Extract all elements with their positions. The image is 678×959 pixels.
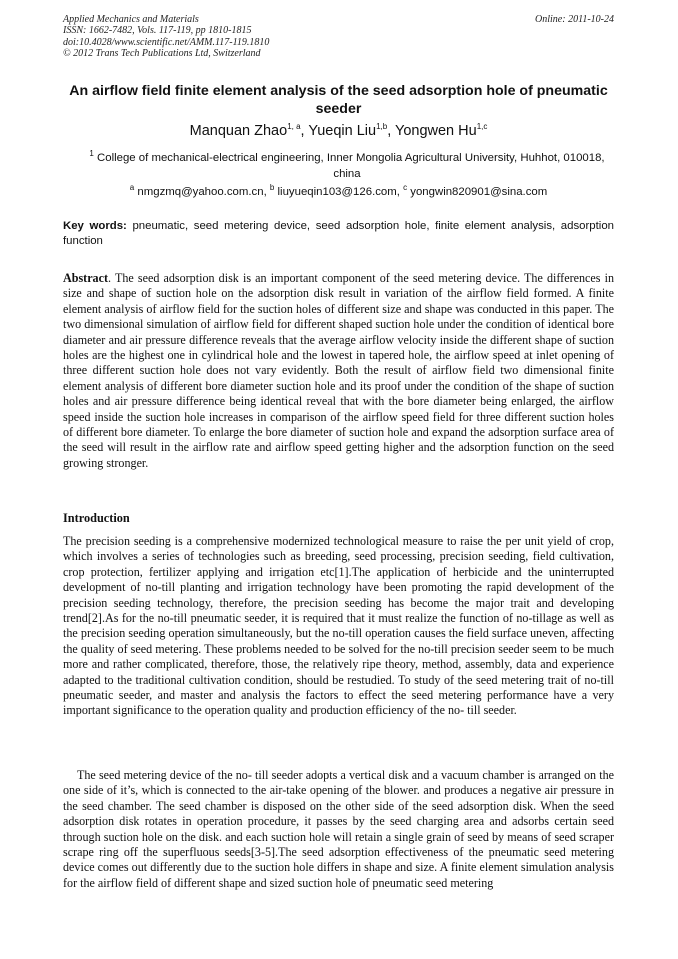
abstract-text: . The seed adsorption disk is an important component of the seed metering device. The differences in size and shape of suction hole on the adsorption disk result in variation of the airflow field formed. A finite element analysis of airflow field for the suction holes of different size and shape was conducted in this paper. The two dimensional simulation of airflow field for different shaped suction hole under the condition of identical bore diameter and air pressure difference reveals that the average airflow velocity inside the different shape of suction holes are the highest one in cylindrical hole and the lowest in tapered hole, the airflow speed at inlet opening of three different suction hole does not vary evidently. Both the result of airflow field two dimensional finite element analysis of different bore diameter suction hole and its proof under the condition of the shape of suction holes and air pressure difference being identical reveal that with the bore diameter being enlarged, the airflow speed inside the suction hole increases in comparison of the airflow speed field for three different suction holes of different bore diameter. To enlarge the bore diameter of suction hole and expand the adsorption surface area of the seed will result in the airflow rate and airflow speed getting higher and the adsorption function on the seed growing stronger. [63,271,614,470]
paragraph-text: The seed metering device of the no- till seeder adopts a vertical disk and a vacuum chamber is arranged on the one side of it’s, which is connected to the air-take opening of the blower. and produces a negative air pressure in the seed chamber. The seed chamber is disposed on the other side of the seed adsorption disk. When the seed adsorption disk rotates in operation procedure, it passes by the seed charging area and adsorbs certain seed through suction hole on the disk. and each suction hole will retain a single grain of seed by means of seed scraper scrape ring off the superfluous seeds[3-5].The seed adsorption effectiveness of the pneumatic seed metering device comes out differently due to the suction hole differs in shape and size. A finite element simulation analysis for the airflow field of different shape and sized suction hole of pneumatic seed metering [63,768,614,890]
author-name: Manquan Zhao [189,123,288,139]
author-name: Yongwen Hu [394,123,477,139]
affiliation-text: College of mechanical-electrical engineering, Inner Mongolia Agricultural University, Huhhot, 010018, china [97,152,605,180]
affiliation [80,150,614,182]
issn-line: ISSN: 1662-7482, Vols. 117-119, pp 1810-1815 [63,25,252,37]
intro-paragraph-2 [63,768,614,891]
email-address: liuyueqin103@126.com [277,186,397,198]
author-sep: , [387,123,395,139]
email-sup: b [269,183,275,193]
author-sup: 1,b [376,122,388,132]
paper-title: An airflow field finite element analysis of the seed adsorption hole of pneumatic seeder [69,83,608,117]
intro-paragraph-1 [63,534,614,719]
author-sep: , [300,123,309,139]
email-address: yongwin820901@sina.com [410,186,548,198]
journal-header [63,14,614,59]
author-sup: 1,c [476,122,488,132]
affiliation-sup: 1 [89,149,94,159]
copyright-line: © 2012 Trans Tech Publications Ltd, Switzerland [63,47,261,59]
keywords [63,219,614,249]
email-list [63,183,614,198]
author-sup: 1, a [287,122,301,132]
section-heading: Introduction [63,511,130,525]
keywords-label: Key words: [63,220,127,232]
author-name: Yueqin Liu [308,123,377,139]
doi-line: doi:10.4028/www.scientific.net/AMM.117-119.1810 [63,36,270,48]
abstract [63,271,614,471]
abstract-label: Abstract [63,271,109,285]
online-date: Online: 2011-10-24 [535,14,614,25]
email-address: nmgzmq@yahoo.com.cn [137,186,264,198]
paragraph-text: The precision seeding is a comprehensive modernized technological measure to raise the per unit yield of crop, which involves a series of technologies such as breeding, seed processing, precision seeding, field cultivation, crop protection, fertilizer applying and irrigation etc[1].The application of herbicide and the uninterrupted development of no-till planting and irrigation technology have been promoting the rapid development of the precision seeding technology, therefore, the precision seeding has become the major trait and developing trend[2].As for the no-till pneumatic seeder, it is required that it must realize the function of no-tillage as well as the precision seeding operation simultaneously, but the no-till operation causes the field surface uneven, affecting the quality of seed metering. These problems needed to be solved for the no-till precision seeder seem to be much more and rather complicated, therefore, those, the relatively ripe theory, method, assembly, data and experience adapted to the traditional cultivation condition, should be restudied. To study of the seed metering trait of no-till pneumatic seeder, and master and analysis the factors to effect the seed metering performance have a very important significance to the operation quality and production efficiency of the no- till seeder. [63,534,614,718]
email-sep: , [396,186,404,198]
email-sep: , [263,186,270,198]
keywords-text: pneumatic, seed metering device, seed adsorption hole, finite element analysis, adsorption function [63,220,614,247]
journal-name: Applied Mechanics and Materials [63,14,199,25]
email-sup: c [403,183,408,193]
email-sup: a [129,183,135,193]
author-list [63,123,614,139]
